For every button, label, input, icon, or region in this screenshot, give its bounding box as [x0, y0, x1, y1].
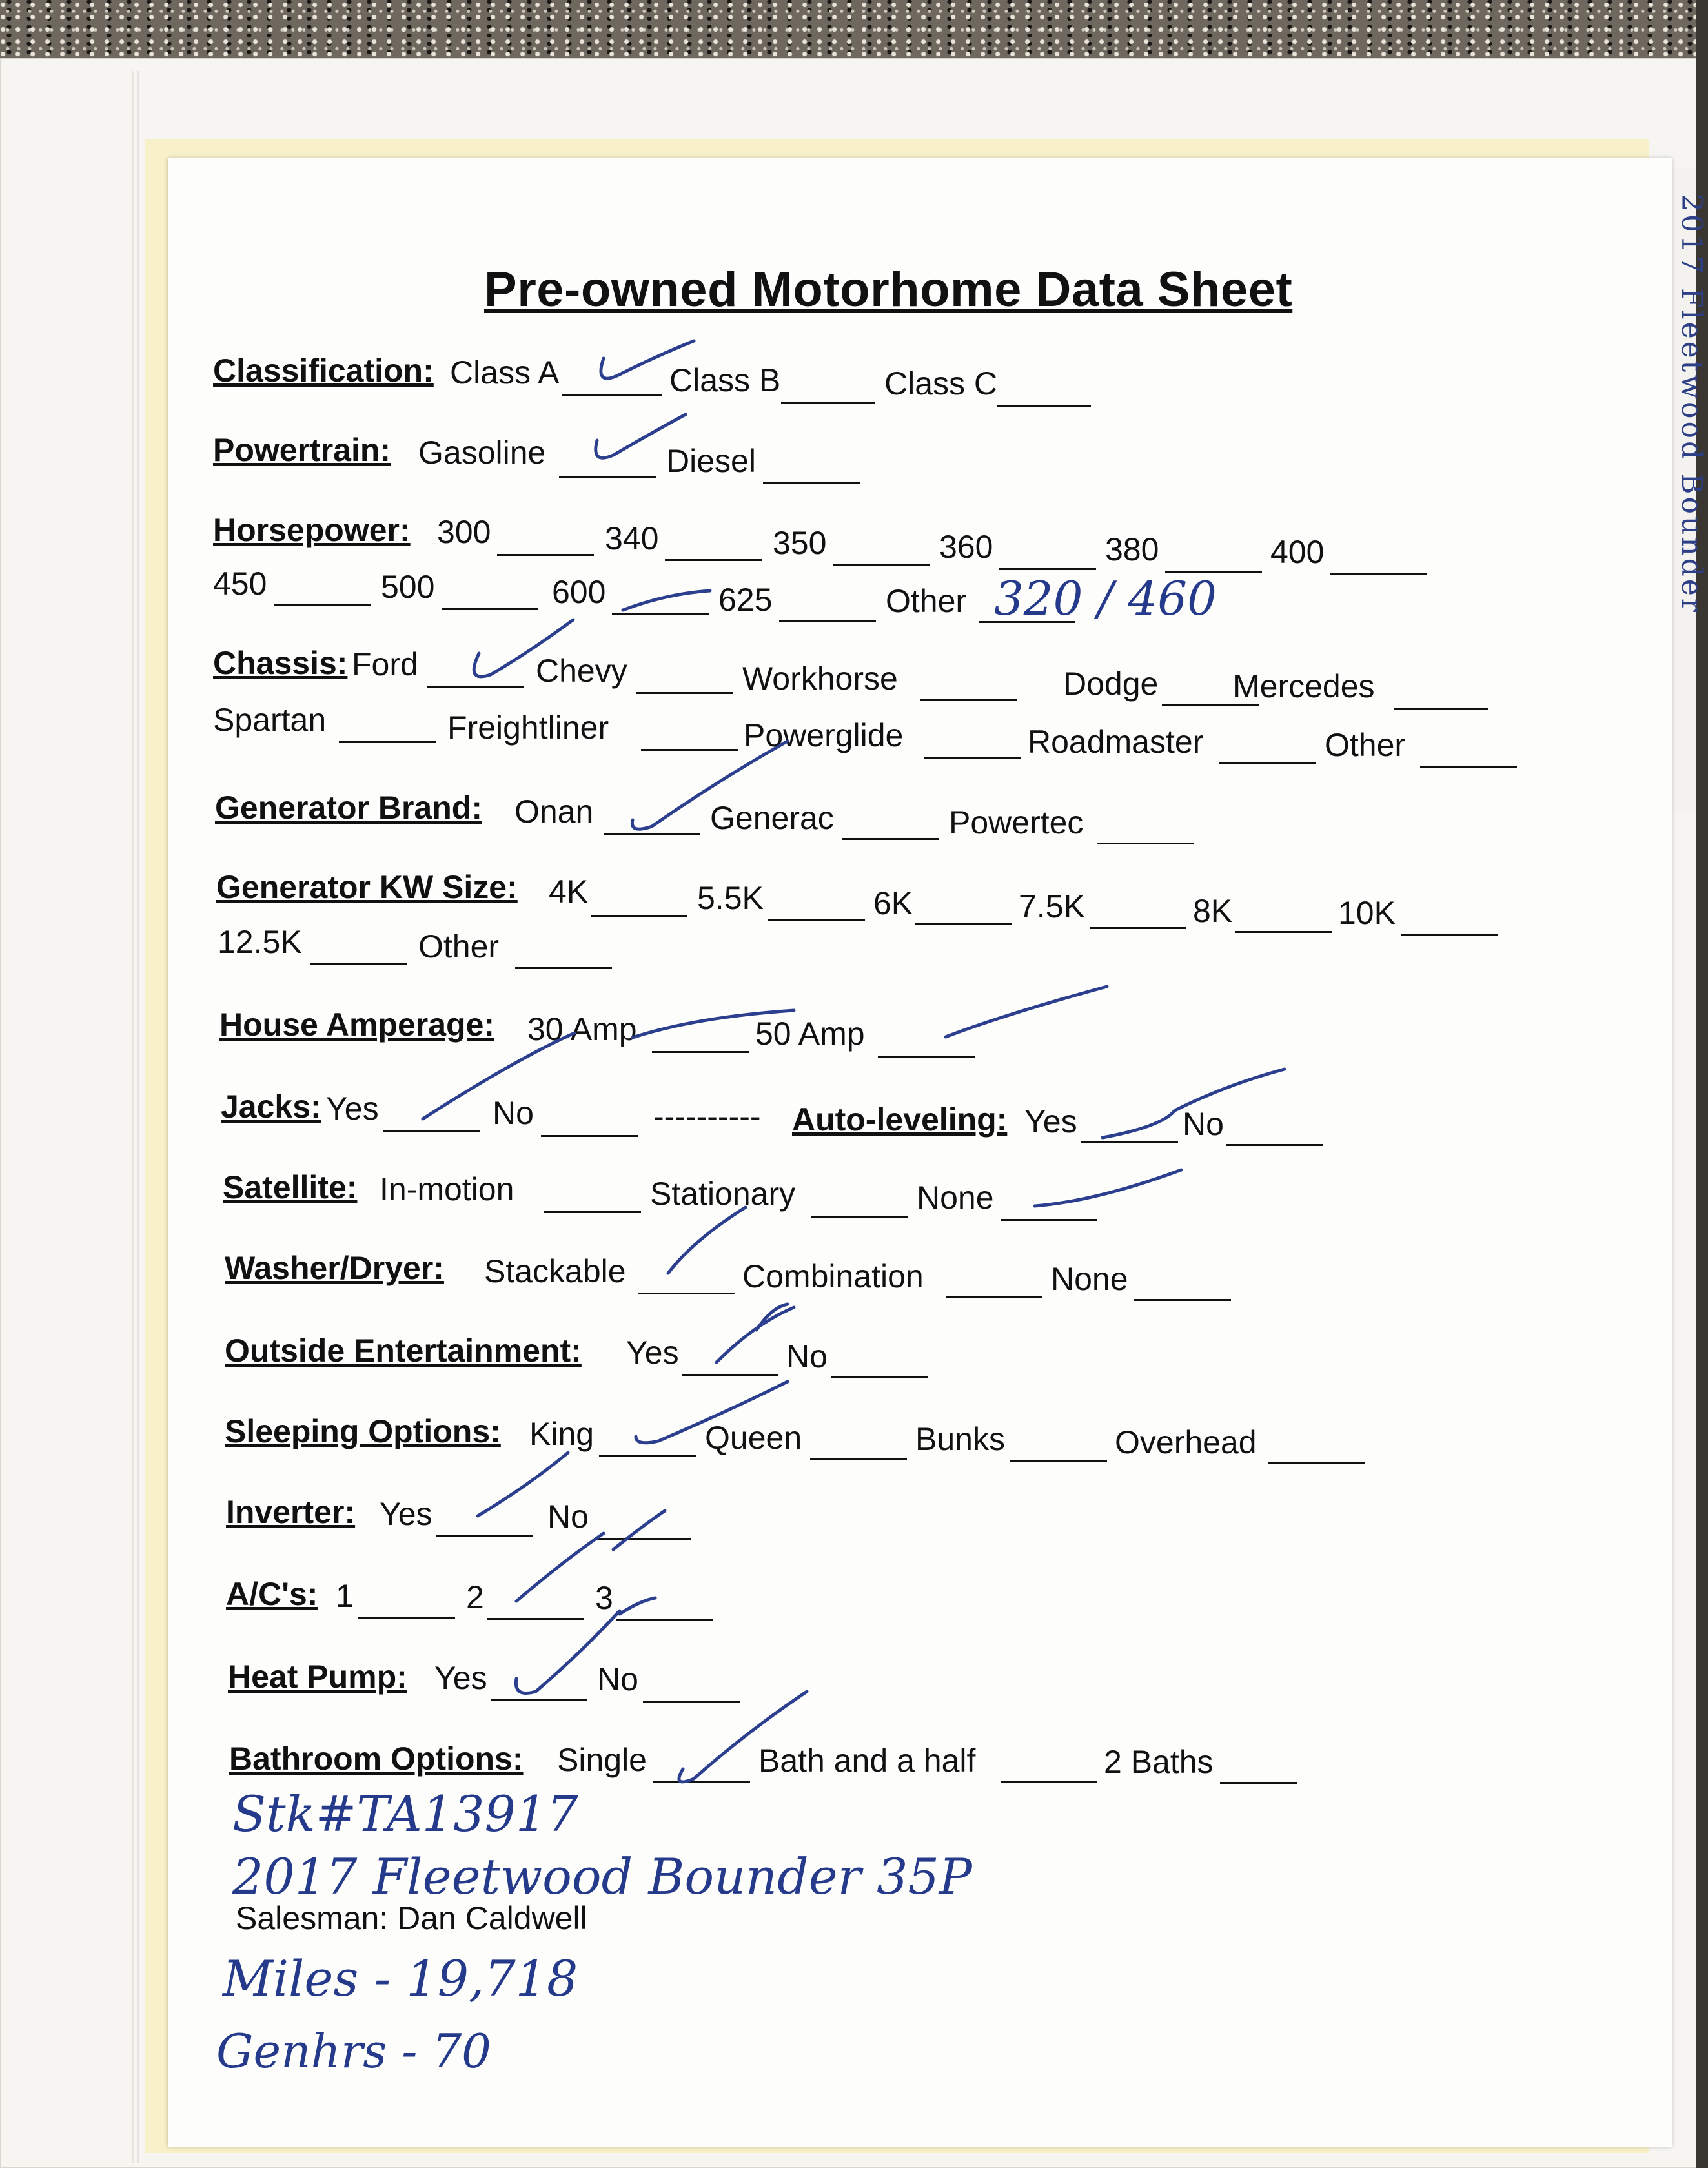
check-gasoline — [596, 414, 686, 458]
diesel-option: Diesel — [666, 443, 756, 479]
check-heat-pump-yes — [516, 1611, 620, 1693]
chassis-roadmaster: Roadmaster — [1028, 724, 1204, 760]
check-onan — [632, 741, 788, 829]
chassis-powerglide: Powerglide — [744, 717, 904, 753]
check-inverter-yes — [478, 1453, 665, 1549]
chassis-freightliner: Freightliner — [447, 710, 609, 746]
horsepower-label: Horsepower: — [213, 512, 411, 548]
stock-number-handwritten: Stk#TA13917 — [232, 1785, 578, 1843]
chassis-chevy: Chevy — [536, 653, 627, 689]
gen-powertec: Powertec — [949, 804, 1084, 841]
gen-onan: Onan — [514, 793, 594, 830]
classification-label: Classification: — [213, 353, 434, 389]
inverter-no: No — [547, 1498, 589, 1535]
sleeping-overhead: Overhead — [1115, 1424, 1257, 1460]
hp-500: 500 — [381, 569, 435, 605]
washer-none: None — [1051, 1261, 1128, 1297]
sleeping-queen: Queen — [705, 1420, 802, 1456]
inverter-yes: Yes — [380, 1496, 432, 1532]
hp-340: 340 — [605, 520, 659, 557]
kw-12-5k: 12.5K — [218, 924, 302, 960]
satellite-stationary: Stationary — [650, 1176, 796, 1212]
check-ford — [474, 620, 573, 677]
kw-7-5k: 7.5K — [1019, 888, 1085, 925]
heat-pump-no: No — [597, 1661, 638, 1697]
kw-5-5k: 5.5K — [697, 880, 764, 916]
check-class-a — [601, 341, 694, 378]
check-auto-leveling — [1103, 1069, 1285, 1138]
auto-leveling-yes: Yes — [1024, 1103, 1077, 1140]
hp-625: 625 — [718, 582, 773, 618]
outside-entertainment-label: Outside Entertainment: — [225, 1333, 582, 1369]
sleeping-bunks: Bunks — [915, 1421, 1005, 1457]
hp-300: 300 — [437, 514, 491, 550]
sleeping-king: King — [529, 1416, 595, 1452]
amp-50: 50 Amp — [755, 1016, 865, 1052]
jacks-label: Jacks: — [221, 1089, 321, 1125]
bathroom-bath-and-half: Bath and a half — [758, 1743, 976, 1779]
outside-yes: Yes — [626, 1335, 679, 1371]
chassis-ford: Ford — [352, 646, 418, 682]
check-bathroom-single — [679, 1692, 807, 1782]
ac-1: 1 — [336, 1578, 354, 1614]
generator-brand-label: Generator Brand: — [215, 790, 482, 826]
bathroom-single: Single — [557, 1742, 647, 1778]
model-handwritten: 2017 Fleetwood Bounder 35P — [232, 1848, 972, 1905]
check-50-amp — [946, 987, 1107, 1037]
check-30-amp — [633, 1010, 794, 1038]
check-jacks-yes — [423, 1033, 574, 1119]
kw-8k: 8K — [1193, 893, 1233, 929]
auto-leveling-no: No — [1183, 1106, 1224, 1142]
ac-label: A/C's: — [226, 1576, 318, 1612]
hp-other-handwritten: 320 / 460 — [994, 571, 1217, 626]
amp-30: 30 Amp — [527, 1011, 637, 1047]
kw-10k: 10K — [1338, 895, 1396, 931]
inverter-label: Inverter: — [226, 1494, 356, 1530]
bathroom-options-label: Bathroom Options: — [229, 1741, 524, 1777]
chassis-dodge: Dodge — [1063, 666, 1159, 702]
kw-other: Other — [418, 928, 500, 965]
hp-400: 400 — [1270, 534, 1325, 570]
salesman-line: Salesman: Dan Caldwell — [236, 1900, 587, 1936]
ac-2: 2 — [466, 1579, 484, 1615]
hp-other: Other — [886, 583, 967, 619]
chassis-label: Chassis: — [213, 645, 348, 681]
kw-4k: 4K — [549, 874, 589, 910]
check-satellite-none — [1035, 1170, 1181, 1206]
house-amperage-label: House Amperage: — [219, 1007, 495, 1043]
hp-600: 600 — [552, 574, 606, 610]
class-a-option: Class A — [450, 354, 560, 391]
chassis-workhorse: Workhorse — [742, 660, 898, 697]
sheet-title: Pre-owned Motorhome Data Sheet — [484, 262, 1293, 317]
gen-generac: Generac — [710, 800, 834, 836]
auto-leveling-label: Auto-leveling: — [792, 1101, 1008, 1138]
generator-kw-label: Generator KW Size: — [216, 869, 518, 905]
sleeping-options-label: Sleeping Options: — [225, 1413, 501, 1449]
jacks-yes: Yes — [326, 1090, 379, 1127]
hp-450: 450 — [213, 566, 267, 602]
washer-combination: Combination — [742, 1258, 924, 1294]
satellite-none: None — [917, 1180, 994, 1216]
kw-6k: 6K — [873, 885, 913, 921]
heat-pump-label: Heat Pump: — [228, 1659, 407, 1695]
hp-360: 360 — [939, 529, 993, 565]
check-outside-yes — [717, 1304, 794, 1362]
jacks-separator: ---------- — [653, 1098, 761, 1134]
check-ac-2 — [516, 1533, 655, 1614]
washer-dryer-label: Washer/Dryer: — [225, 1250, 444, 1286]
miles-handwritten: Miles - 19,718 — [223, 1950, 578, 2007]
outside-no: No — [786, 1338, 828, 1375]
washer-stackable: Stackable — [484, 1253, 626, 1289]
heat-pump-yes: Yes — [434, 1660, 487, 1696]
ac-3: 3 — [595, 1580, 613, 1616]
check-stackable — [668, 1207, 746, 1273]
gasoline-option: Gasoline — [418, 435, 546, 471]
satellite-in-motion: In-motion — [380, 1171, 514, 1207]
side-handwritten-note: 2017 Fleetwood Bounder — [1675, 194, 1708, 615]
genhrs-handwritten: Genhrs - 70 — [216, 2024, 491, 2078]
hp-380: 380 — [1105, 531, 1159, 568]
satellite-label: Satellite: — [223, 1169, 358, 1205]
chassis-spartan: Spartan — [213, 702, 327, 738]
powertrain-label: Powertrain: — [213, 432, 391, 468]
check-hp-600 — [623, 591, 710, 610]
hp-350: 350 — [773, 525, 827, 561]
class-b-option: Class B — [669, 362, 781, 398]
class-c-option: Class C — [884, 365, 998, 402]
bathroom-2-baths: 2 Baths — [1104, 1744, 1214, 1780]
chassis-other: Other — [1325, 727, 1406, 763]
chassis-mercedes: Mercedes — [1233, 668, 1375, 704]
jacks-no: No — [493, 1095, 534, 1131]
check-king — [636, 1382, 788, 1443]
